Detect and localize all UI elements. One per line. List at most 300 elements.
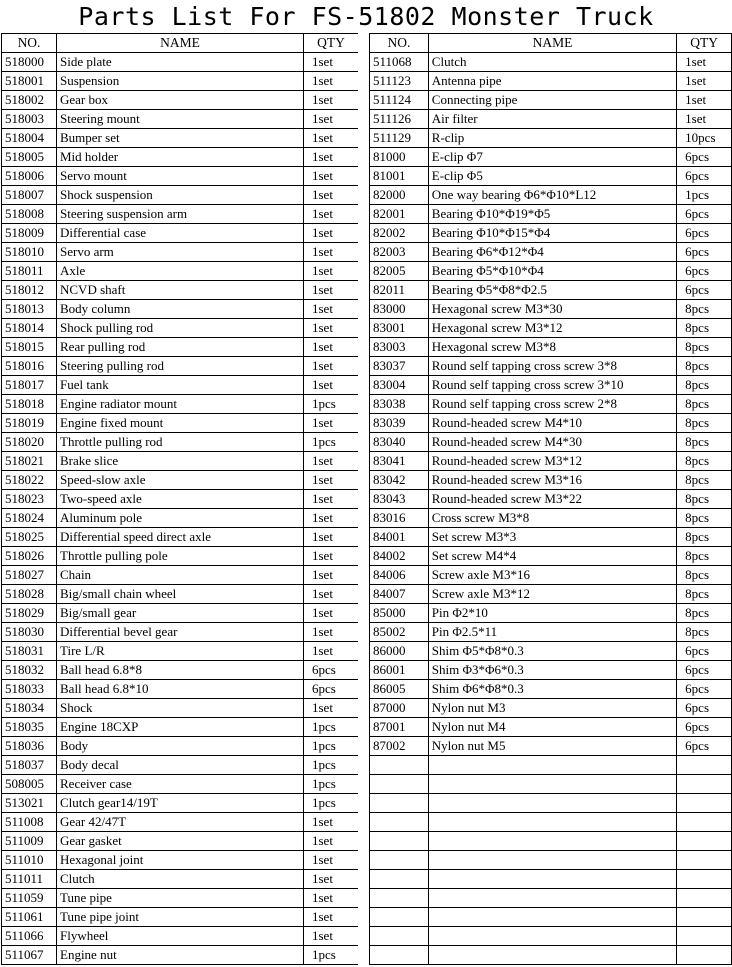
table-row (370, 319, 732, 338)
table-row (2, 832, 359, 851)
part-name-cell: Body (57, 737, 304, 756)
quantity-cell: 8pcs (677, 471, 732, 490)
quantity-cell: 8pcs (677, 623, 732, 642)
part-name-cell: Servo arm (57, 243, 304, 262)
part-name-cell (428, 946, 676, 965)
table-row (2, 205, 359, 224)
part-number-cell: 518002 (2, 91, 57, 110)
table-row (370, 775, 732, 794)
part-name-cell: Engine fixed mount (57, 414, 304, 433)
quantity-cell: 6pcs (304, 661, 359, 680)
quantity-cell: 1set (304, 547, 359, 566)
part-number-cell: 82002 (370, 224, 429, 243)
quantity-cell: 8pcs (677, 585, 732, 604)
table-row (370, 908, 732, 927)
quantity-cell: 1set (304, 585, 359, 604)
part-name-cell: Fuel tank (57, 376, 304, 395)
table-row (370, 53, 732, 72)
table-row (2, 490, 359, 509)
table-row (370, 148, 732, 167)
quantity-cell: 8pcs (677, 452, 732, 471)
part-name-cell: Big/small gear (57, 604, 304, 623)
table-row (370, 623, 732, 642)
part-number-cell: 511009 (2, 832, 57, 851)
part-number-cell: 518010 (2, 243, 57, 262)
quantity-cell: 1set (304, 300, 359, 319)
part-number-cell: 83004 (370, 376, 429, 395)
part-number-cell: 86005 (370, 680, 429, 699)
part-name-cell: Ball head 6.8*8 (57, 661, 304, 680)
parts-table-left (1, 33, 359, 965)
table-row (370, 376, 732, 395)
table-row (370, 167, 732, 186)
quantity-cell: 1pcs (304, 775, 359, 794)
table-row (2, 395, 359, 414)
part-name-cell: Brake slice (57, 452, 304, 471)
quantity-cell: 6pcs (677, 243, 732, 262)
table-row (2, 813, 359, 832)
part-number-cell (370, 756, 429, 775)
quantity-cell: 8pcs (677, 547, 732, 566)
part-name-cell: Shim Φ3*Φ6*0.3 (428, 661, 676, 680)
part-number-cell: 84007 (370, 585, 429, 604)
header-name: NAME (57, 34, 304, 53)
table-row (370, 72, 732, 91)
quantity-cell: 6pcs (677, 167, 732, 186)
part-number-cell: 511124 (370, 91, 429, 110)
quantity-cell: 1pcs (304, 756, 359, 775)
table-row (370, 433, 732, 452)
table-row (2, 224, 359, 243)
quantity-cell: 8pcs (677, 414, 732, 433)
part-name-cell: Clutch (428, 53, 676, 72)
quantity-cell: 8pcs (677, 604, 732, 623)
table-row (370, 110, 732, 129)
part-name-cell: Shim Φ5*Φ8*0.3 (428, 642, 676, 661)
part-name-cell: Two-speed axle (57, 490, 304, 509)
part-number-cell: 82011 (370, 281, 429, 300)
quantity-cell: 1set (304, 376, 359, 395)
table-row (370, 927, 732, 946)
table-row (2, 756, 359, 775)
part-number-cell: 518028 (2, 585, 57, 604)
part-name-cell: Round-headed screw M4*10 (428, 414, 676, 433)
quantity-cell: 1set (304, 889, 359, 908)
quantity-cell: 8pcs (677, 490, 732, 509)
part-name-cell: Steering mount (57, 110, 304, 129)
quantity-cell: 8pcs (677, 319, 732, 338)
part-number-cell: 518004 (2, 129, 57, 148)
quantity-cell: 6pcs (677, 205, 732, 224)
part-name-cell: Aluminum pole (57, 509, 304, 528)
table-row (2, 623, 359, 642)
quantity-cell: 1set (304, 509, 359, 528)
part-name-cell: Flywheel (57, 927, 304, 946)
part-number-cell: 513021 (2, 794, 57, 813)
table-row (370, 566, 732, 585)
part-name-cell: Tune pipe (57, 889, 304, 908)
table-row (370, 889, 732, 908)
part-number-cell: 518008 (2, 205, 57, 224)
part-number-cell: 518035 (2, 718, 57, 737)
quantity-cell: 1set (304, 927, 359, 946)
right-table-body (370, 53, 732, 965)
part-number-cell: 87001 (370, 718, 429, 737)
table-row (370, 813, 732, 832)
quantity-cell: 6pcs (677, 148, 732, 167)
table-row (2, 718, 359, 737)
table-row (370, 718, 732, 737)
quantity-cell: 10pcs (677, 129, 732, 148)
part-number-cell: 511067 (2, 946, 57, 965)
quantity-cell: 1set (304, 813, 359, 832)
quantity-cell: 1set (304, 832, 359, 851)
page-title: Parts List For FS-51802 Monster Truck (78, 2, 654, 31)
part-number-cell: 511068 (370, 53, 429, 72)
table-row (370, 243, 732, 262)
part-number-cell: 518023 (2, 490, 57, 509)
part-number-cell: 87000 (370, 699, 429, 718)
part-number-cell: 518015 (2, 338, 57, 357)
quantity-cell (677, 908, 732, 927)
quantity-cell: 1set (304, 908, 359, 927)
part-name-cell: Mid holder (57, 148, 304, 167)
quantity-cell: 8pcs (677, 338, 732, 357)
part-name-cell: Screw axle M3*16 (428, 566, 676, 585)
quantity-cell: 6pcs (677, 262, 732, 281)
table-row (2, 566, 359, 585)
part-number-cell: 83040 (370, 433, 429, 452)
part-name-cell: Speed-slow axle (57, 471, 304, 490)
part-number-cell: 511126 (370, 110, 429, 129)
part-number-cell: 86001 (370, 661, 429, 680)
part-number-cell: 83041 (370, 452, 429, 471)
table-row (2, 338, 359, 357)
table-row (2, 794, 359, 813)
header-qty: QTY (677, 34, 732, 53)
table-row (2, 889, 359, 908)
table-row (370, 471, 732, 490)
part-number-cell: 83003 (370, 338, 429, 357)
part-number-cell: 84006 (370, 566, 429, 585)
part-name-cell: Engine nut (57, 946, 304, 965)
table-row (2, 110, 359, 129)
quantity-cell: 1set (304, 642, 359, 661)
part-name-cell (428, 794, 676, 813)
quantity-cell: 1set (304, 205, 359, 224)
part-number-cell: 518005 (2, 148, 57, 167)
quantity-cell: 1set (304, 566, 359, 585)
part-number-cell: 518031 (2, 642, 57, 661)
part-number-cell: 85002 (370, 623, 429, 642)
table-row (370, 452, 732, 471)
quantity-cell: 8pcs (677, 509, 732, 528)
part-name-cell: R-clip (428, 129, 676, 148)
table-row (2, 129, 359, 148)
part-number-cell: 83039 (370, 414, 429, 433)
quantity-cell: 8pcs (677, 566, 732, 585)
quantity-cell: 1pcs (304, 794, 359, 813)
table-row (2, 642, 359, 661)
part-name-cell: Steering suspension arm (57, 205, 304, 224)
part-name-cell: E-clip Φ7 (428, 148, 676, 167)
part-name-cell: Round-headed screw M3*12 (428, 452, 676, 471)
quantity-cell: 6pcs (677, 737, 732, 756)
header-name: NAME (428, 34, 676, 53)
quantity-cell: 1set (304, 167, 359, 186)
part-name-cell: Bumper set (57, 129, 304, 148)
part-number-cell: 518019 (2, 414, 57, 433)
table-row (370, 129, 732, 148)
part-number-cell: 518029 (2, 604, 57, 623)
part-name-cell: Pin Φ2*10 (428, 604, 676, 623)
table-row (2, 357, 359, 376)
part-name-cell: Bearing Φ5*Φ10*Φ4 (428, 262, 676, 281)
part-name-cell: Differential case (57, 224, 304, 243)
part-number-cell: 82003 (370, 243, 429, 262)
part-number-cell (370, 927, 429, 946)
part-number-cell: 518036 (2, 737, 57, 756)
part-number-cell: 511123 (370, 72, 429, 91)
table-row (370, 509, 732, 528)
table-row (370, 604, 732, 623)
table-row (370, 338, 732, 357)
part-name-cell (428, 832, 676, 851)
quantity-cell: 6pcs (677, 224, 732, 243)
part-name-cell: Pin Φ2.5*11 (428, 623, 676, 642)
part-name-cell: Rear pulling rod (57, 338, 304, 357)
table-row (2, 737, 359, 756)
part-name-cell: Suspension (57, 72, 304, 91)
quantity-cell: 1pcs (304, 737, 359, 756)
part-number-cell: 518025 (2, 528, 57, 547)
part-number-cell: 511010 (2, 851, 57, 870)
part-number-cell: 511011 (2, 870, 57, 889)
table-row (2, 908, 359, 927)
table-row (370, 680, 732, 699)
part-number-cell: 518006 (2, 167, 57, 186)
part-number-cell: 511066 (2, 927, 57, 946)
table-row (2, 414, 359, 433)
part-number-cell: 518003 (2, 110, 57, 129)
part-name-cell: Set screw M4*4 (428, 547, 676, 566)
part-name-cell: Round-headed screw M4*30 (428, 433, 676, 452)
part-name-cell: Bearing Φ10*Φ19*Φ5 (428, 205, 676, 224)
quantity-cell (677, 889, 732, 908)
part-number-cell (370, 946, 429, 965)
quantity-cell: 1pcs (304, 718, 359, 737)
table-row (2, 376, 359, 395)
part-number-cell: 86000 (370, 642, 429, 661)
part-name-cell (428, 851, 676, 870)
part-name-cell: Clutch gear14/19T (57, 794, 304, 813)
quantity-cell: 1set (304, 129, 359, 148)
part-name-cell: Ball head 6.8*10 (57, 680, 304, 699)
quantity-cell: 1set (304, 471, 359, 490)
part-name-cell: E-clip Φ5 (428, 167, 676, 186)
part-name-cell: Hexagonal screw M3*12 (428, 319, 676, 338)
part-name-cell: Nylon nut M5 (428, 737, 676, 756)
part-name-cell: Gear gasket (57, 832, 304, 851)
table-row (370, 300, 732, 319)
part-number-cell: 83037 (370, 357, 429, 376)
table-row (2, 604, 359, 623)
part-name-cell: Differential speed direct axle (57, 528, 304, 547)
table-row (2, 319, 359, 338)
table-row (2, 927, 359, 946)
part-name-cell: Screw axle M3*12 (428, 585, 676, 604)
part-name-cell: Round-headed screw M3*22 (428, 490, 676, 509)
part-name-cell: Shim Φ6*Φ8*0.3 (428, 680, 676, 699)
table-row (370, 281, 732, 300)
part-number-cell: 84001 (370, 528, 429, 547)
table-row (2, 699, 359, 718)
part-number-cell: 518020 (2, 433, 57, 452)
table-row (2, 72, 359, 91)
table-row (2, 433, 359, 452)
quantity-cell: 1set (304, 186, 359, 205)
part-name-cell: Connecting pipe (428, 91, 676, 110)
part-name-cell: Throttle pulling rod (57, 433, 304, 452)
part-name-cell: Body column (57, 300, 304, 319)
part-name-cell: Hexagonal joint (57, 851, 304, 870)
part-number-cell: 511129 (370, 129, 429, 148)
part-name-cell (428, 775, 676, 794)
table-row (370, 395, 732, 414)
part-name-cell: Gear box (57, 91, 304, 110)
part-name-cell: Clutch (57, 870, 304, 889)
part-name-cell: Body decal (57, 756, 304, 775)
quantity-cell: 1set (304, 338, 359, 357)
quantity-cell (677, 946, 732, 965)
quantity-cell: 1set (677, 53, 732, 72)
table-row (2, 186, 359, 205)
part-number-cell: 518024 (2, 509, 57, 528)
quantity-cell: 1set (304, 281, 359, 300)
part-name-cell (428, 813, 676, 832)
part-number-cell (370, 832, 429, 851)
part-number-cell: 83043 (370, 490, 429, 509)
table-row (370, 585, 732, 604)
column-gap (358, 33, 369, 967)
quantity-cell (677, 813, 732, 832)
quantity-cell: 1set (304, 243, 359, 262)
table-row (370, 490, 732, 509)
part-name-cell: Side plate (57, 53, 304, 72)
table-row (2, 775, 359, 794)
table-row (2, 262, 359, 281)
part-number-cell: 83042 (370, 471, 429, 490)
table-row (370, 851, 732, 870)
part-name-cell: Bearing Φ6*Φ12*Φ4 (428, 243, 676, 262)
table-row (2, 281, 359, 300)
table-row (370, 756, 732, 775)
table-row (2, 946, 359, 965)
part-number-cell: 82001 (370, 205, 429, 224)
part-name-cell: Steering pulling rod (57, 357, 304, 376)
part-number-cell: 518017 (2, 376, 57, 395)
table-row (370, 642, 732, 661)
part-number-cell: 85000 (370, 604, 429, 623)
part-number-cell (370, 889, 429, 908)
table-row (370, 186, 732, 205)
part-number-cell: 83038 (370, 395, 429, 414)
quantity-cell: 1set (304, 452, 359, 471)
quantity-cell: 1set (304, 490, 359, 509)
part-number-cell: 511061 (2, 908, 57, 927)
part-number-cell: 83016 (370, 509, 429, 528)
quantity-cell: 6pcs (677, 718, 732, 737)
part-number-cell: 82000 (370, 186, 429, 205)
quantity-cell: 1set (304, 414, 359, 433)
part-number-cell: 518037 (2, 756, 57, 775)
part-name-cell: Gear 42/47T (57, 813, 304, 832)
part-number-cell (370, 851, 429, 870)
part-number-cell: 518027 (2, 566, 57, 585)
part-name-cell: Round self tapping cross screw 3*10 (428, 376, 676, 395)
table-row (2, 452, 359, 471)
table-row (2, 300, 359, 319)
table-row (2, 851, 359, 870)
part-name-cell: Nylon nut M3 (428, 699, 676, 718)
quantity-cell: 1set (304, 528, 359, 547)
quantity-cell: 1pcs (304, 395, 359, 414)
quantity-cell: 1set (677, 72, 732, 91)
table-row (2, 91, 359, 110)
table-row (370, 832, 732, 851)
table-row (370, 414, 732, 433)
table-row (2, 53, 359, 72)
part-name-cell: Round self tapping cross screw 3*8 (428, 357, 676, 376)
table-row (370, 794, 732, 813)
part-number-cell: 508005 (2, 775, 57, 794)
part-name-cell: Big/small chain wheel (57, 585, 304, 604)
header-qty: QTY (304, 34, 359, 53)
quantity-cell: 8pcs (677, 528, 732, 547)
quantity-cell: 1set (304, 851, 359, 870)
part-number-cell: 518033 (2, 680, 57, 699)
part-number-cell: 87002 (370, 737, 429, 756)
part-name-cell: Servo mount (57, 167, 304, 186)
quantity-cell: 8pcs (677, 433, 732, 452)
quantity-cell (677, 775, 732, 794)
part-name-cell: Hexagonal screw M3*30 (428, 300, 676, 319)
part-name-cell: Differential bevel gear (57, 623, 304, 642)
quantity-cell (677, 870, 732, 889)
quantity-cell: 1set (304, 91, 359, 110)
part-number-cell (370, 870, 429, 889)
part-number-cell: 518009 (2, 224, 57, 243)
left-table-body (2, 53, 359, 965)
part-number-cell (370, 908, 429, 927)
table-row (370, 870, 732, 889)
part-name-cell: Receiver case (57, 775, 304, 794)
quantity-cell: 1set (304, 262, 359, 281)
part-number-cell: 518021 (2, 452, 57, 471)
table-row (2, 148, 359, 167)
part-number-cell: 83001 (370, 319, 429, 338)
quantity-cell: 8pcs (677, 357, 732, 376)
quantity-cell: 1set (304, 357, 359, 376)
part-number-cell: 81000 (370, 148, 429, 167)
quantity-cell: 1set (677, 110, 732, 129)
quantity-cell (677, 794, 732, 813)
quantity-cell: 8pcs (677, 395, 732, 414)
part-number-cell: 518018 (2, 395, 57, 414)
part-name-cell: Tire L/R (57, 642, 304, 661)
table-row (2, 167, 359, 186)
table-row (2, 528, 359, 547)
